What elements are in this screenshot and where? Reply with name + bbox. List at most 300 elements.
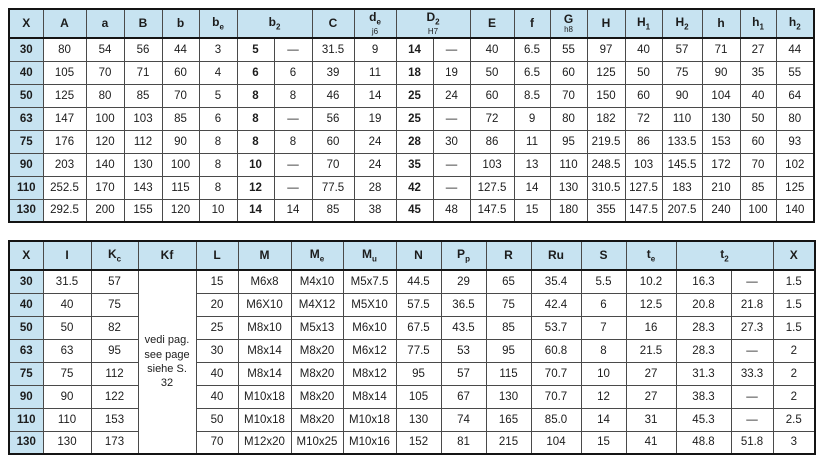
cell: 33.3 [731, 362, 773, 385]
row-header: 50 [9, 316, 43, 339]
cell: 31.3 [676, 362, 731, 385]
cell: 63 [43, 339, 91, 362]
tolerance-note: h8 [564, 25, 573, 35]
tolerance-note: j6 [371, 26, 379, 36]
cell: 120 [86, 130, 124, 153]
column-header-s: S [581, 241, 626, 270]
cell: 14 [237, 199, 274, 222]
row-header: 110 [9, 408, 43, 431]
column-header-i: I [43, 241, 91, 270]
cell: 60 [312, 130, 354, 153]
cell: 115 [162, 176, 199, 199]
cell: 102 [776, 153, 814, 176]
cell: 130 [486, 385, 531, 408]
cell: — [731, 408, 773, 431]
cell: 30 [433, 130, 470, 153]
cell: 27 [626, 385, 676, 408]
cell: 28.3 [676, 316, 731, 339]
cell: 41 [626, 431, 676, 454]
header-row [9, 241, 815, 270]
cell: 39 [312, 61, 354, 84]
cell: — [731, 270, 773, 293]
cell: 3 [199, 38, 237, 61]
cell: M8x12 [343, 362, 396, 385]
cell: 2.5 [773, 408, 815, 431]
data-row-75 [9, 362, 815, 385]
header-row [9, 9, 814, 38]
cell: 165 [486, 408, 531, 431]
cell: 35.4 [531, 270, 581, 293]
column-header-de: $d_e$ j6 [354, 9, 396, 38]
cell: 3 [773, 431, 815, 454]
row-header: 50 [9, 84, 43, 107]
column-header-x: X [9, 9, 43, 38]
cell: 25 [196, 316, 238, 339]
cell: 75 [43, 362, 91, 385]
cell: 90 [162, 130, 199, 153]
cell: 30 [196, 339, 238, 362]
cell: 51.8 [731, 431, 773, 454]
cell: 103 [470, 153, 514, 176]
cell: 40 [470, 38, 514, 61]
cell: 310.5 [587, 176, 625, 199]
cell: 72 [470, 107, 514, 130]
cell: 140 [86, 153, 124, 176]
row-header: 110 [9, 176, 43, 199]
cell: 45.3 [676, 408, 731, 431]
cell: 31 [626, 408, 676, 431]
cell: 252.5 [43, 176, 86, 199]
cell: 173 [91, 431, 138, 454]
cell: 65 [486, 270, 531, 293]
cell: 27.3 [731, 316, 773, 339]
cell: 95 [396, 362, 441, 385]
cell: 215 [486, 431, 531, 454]
cell: 24 [433, 84, 470, 107]
row-header: 30 [9, 38, 43, 61]
cell: 240 [702, 199, 740, 222]
cell: 31.5 [312, 38, 354, 61]
cell: 60 [740, 130, 776, 153]
column-header-n: N [396, 241, 441, 270]
cell: 24 [354, 130, 396, 153]
cell: 48 [433, 199, 470, 222]
cell: M10x18 [238, 408, 291, 431]
data-row-75 [9, 130, 814, 153]
cell: 40 [43, 293, 91, 316]
cell: 11 [354, 61, 396, 84]
cell: M8x20 [291, 339, 343, 362]
cell: 355 [587, 199, 625, 222]
cell: M10x18 [343, 408, 396, 431]
cell: 248.5 [587, 153, 625, 176]
cell: 70.7 [531, 362, 581, 385]
cell: 19 [433, 61, 470, 84]
cell: 44 [776, 38, 814, 61]
column-header-b: b [162, 9, 199, 38]
cell: 130 [124, 153, 162, 176]
data-row-50 [9, 316, 815, 339]
cell: — [731, 339, 773, 362]
column-header-mu: $M_u$ [343, 241, 396, 270]
cell: 70 [86, 61, 124, 84]
cell: 48.8 [676, 431, 731, 454]
cell: 125 [776, 176, 814, 199]
cell: 82 [91, 316, 138, 339]
cell: 14 [354, 84, 396, 107]
cell: 15 [196, 270, 238, 293]
cell: 60 [162, 61, 199, 84]
column-header-me: $M_e$ [291, 241, 343, 270]
cell: M8x20 [291, 362, 343, 385]
cell: — [274, 176, 312, 199]
cell: 8 [274, 130, 312, 153]
cell: 10 [581, 362, 626, 385]
cell: 5.5 [581, 270, 626, 293]
data-row-40 [9, 293, 815, 316]
cell: 13 [514, 153, 550, 176]
cell: 97 [587, 38, 625, 61]
cell: 43.5 [441, 316, 486, 339]
cell: 4 [199, 61, 237, 84]
dimensions-table-top [8, 8, 815, 223]
cell: 110 [43, 408, 91, 431]
cell: 18 [396, 61, 433, 84]
cell: 70 [550, 84, 587, 107]
cell: 1.5 [773, 293, 815, 316]
cell: M8x14 [343, 385, 396, 408]
column-header-b2: $b_2$ [237, 9, 312, 38]
cell: 21.8 [731, 293, 773, 316]
cell: M10x25 [291, 431, 343, 454]
cell: 24 [354, 153, 396, 176]
cell: M8x14 [238, 339, 291, 362]
cell: 127.5 [625, 176, 662, 199]
cell: 120 [162, 199, 199, 222]
cell: 183 [662, 176, 702, 199]
dimensions-table-bottom [8, 240, 816, 455]
column-header-b: B [124, 9, 162, 38]
cell: M6x12 [343, 339, 396, 362]
cell: 70 [196, 431, 238, 454]
cell: 12 [237, 176, 274, 199]
row-header: 63 [9, 107, 43, 130]
cell: — [433, 107, 470, 130]
cell: 153 [702, 130, 740, 153]
cell: 12 [581, 385, 626, 408]
cell: 207.5 [662, 199, 702, 222]
column-header-h: H [587, 9, 625, 38]
cell: — [274, 107, 312, 130]
cell: 110 [550, 153, 587, 176]
cell: 9 [354, 38, 396, 61]
cell: 180 [550, 199, 587, 222]
data-row-40 [9, 61, 814, 84]
cell: 60 [625, 84, 662, 107]
cell: M5x7.5 [343, 270, 396, 293]
cell: 75 [486, 293, 531, 316]
cell: 54 [86, 38, 124, 61]
cell: 40 [196, 362, 238, 385]
column-header-h2: $H_2$ [662, 9, 702, 38]
column-header-x: X [9, 241, 43, 270]
cell: 10.2 [626, 270, 676, 293]
column-header-g: G h8 [550, 9, 587, 38]
cell: 155 [124, 199, 162, 222]
data-row-30 [9, 270, 815, 293]
column-header-c: C [312, 9, 354, 38]
cell: 38.3 [676, 385, 731, 408]
cell: 85 [740, 176, 776, 199]
column-header-m: M [238, 241, 291, 270]
cell: 85.0 [531, 408, 581, 431]
cell: 6 [237, 61, 274, 84]
cell: 27 [740, 38, 776, 61]
cell: 86 [470, 130, 514, 153]
cell: M6x8 [238, 270, 291, 293]
cell: 143 [124, 176, 162, 199]
cell: 50 [625, 61, 662, 84]
cell: 45 [396, 199, 433, 222]
cell: M10x18 [238, 385, 291, 408]
cell: 125 [43, 84, 86, 107]
cell: 71 [124, 61, 162, 84]
column-header-pp: $P_p$ [441, 241, 486, 270]
column-header-ru: Ru [531, 241, 581, 270]
cell: 28 [354, 176, 396, 199]
table-top-body [9, 38, 814, 222]
column-header-h1: $H_1$ [625, 9, 662, 38]
column-header-be: $b_e$ [199, 9, 237, 38]
cell: M4X12 [291, 293, 343, 316]
cell: 71 [702, 38, 740, 61]
cell: 172 [702, 153, 740, 176]
table-bottom-body [9, 270, 815, 454]
cell: 60 [550, 61, 587, 84]
cell: 57 [91, 270, 138, 293]
cell: 35 [396, 153, 433, 176]
cell: 50 [470, 61, 514, 84]
cell: 40 [196, 385, 238, 408]
cell: 28 [396, 130, 433, 153]
cell: — [731, 385, 773, 408]
cell: 176 [43, 130, 86, 153]
column-header-l: L [196, 241, 238, 270]
cell: 8 [199, 153, 237, 176]
cell: 86 [625, 130, 662, 153]
cell: 6.5 [514, 61, 550, 84]
column-header-d2: $D_2$ H7 [396, 9, 470, 38]
cell: 125 [587, 61, 625, 84]
row-header: 130 [9, 199, 43, 222]
cell: 44.5 [396, 270, 441, 293]
cell: 53 [441, 339, 486, 362]
cell: 80 [86, 84, 124, 107]
cell: 85 [312, 199, 354, 222]
data-row-50 [9, 84, 814, 107]
cell: M8x10 [238, 316, 291, 339]
cell: 219.5 [587, 130, 625, 153]
cell: 70 [740, 153, 776, 176]
data-row-130 [9, 199, 814, 222]
column-header-t2: $t_2$ [676, 241, 773, 270]
cell: 70 [162, 84, 199, 107]
cell: 1.5 [773, 270, 815, 293]
cell: 67 [441, 385, 486, 408]
cell: 64 [776, 84, 814, 107]
cell: 95 [550, 130, 587, 153]
cell: 28.3 [676, 339, 731, 362]
cell: 8 [199, 130, 237, 153]
column-header-te: $t_e$ [626, 241, 676, 270]
cell: 10 [237, 153, 274, 176]
cell: 8 [199, 176, 237, 199]
column-header-e: E [470, 9, 514, 38]
cell: 100 [162, 153, 199, 176]
cell: 100 [740, 199, 776, 222]
cell: 153 [91, 408, 138, 431]
cell: 11 [514, 130, 550, 153]
cell: 35 [740, 61, 776, 84]
cell: 112 [124, 130, 162, 153]
cell: 8 [237, 84, 274, 107]
cell: 150 [587, 84, 625, 107]
cell: 8 [237, 107, 274, 130]
cell: 40 [740, 84, 776, 107]
cell: — [274, 153, 312, 176]
cell: 100 [86, 107, 124, 130]
cell: 103 [625, 153, 662, 176]
cell: 75 [662, 61, 702, 84]
cell: 80 [776, 107, 814, 130]
cell: 44 [162, 38, 199, 61]
cell: 60 [470, 84, 514, 107]
cell: 90 [43, 385, 91, 408]
cell: 72 [625, 107, 662, 130]
cell: 210 [702, 176, 740, 199]
cell: 31.5 [43, 270, 91, 293]
row-header: 130 [9, 431, 43, 454]
cell: M6X10 [238, 293, 291, 316]
cell: M10x16 [343, 431, 396, 454]
cell: 42.4 [531, 293, 581, 316]
cell: 122 [91, 385, 138, 408]
cell: 10 [199, 199, 237, 222]
cell: 14 [274, 199, 312, 222]
cell: 29 [441, 270, 486, 293]
data-row-30 [9, 38, 814, 61]
cell: 147 [43, 107, 86, 130]
cell: 133.5 [662, 130, 702, 153]
data-row-63 [9, 339, 815, 362]
data-row-63 [9, 107, 814, 130]
cell: 110 [662, 107, 702, 130]
row-header: 63 [9, 339, 43, 362]
cell: 50 [740, 107, 776, 130]
column-header-h: h [702, 9, 740, 38]
cell: 70.7 [531, 385, 581, 408]
cell: 8 [274, 84, 312, 107]
cell: 55 [776, 61, 814, 84]
cell: 95 [486, 339, 531, 362]
cell: 115 [486, 362, 531, 385]
cell: 7 [581, 316, 626, 339]
cell: 182 [587, 107, 625, 130]
cell: 60.8 [531, 339, 581, 362]
cell: 8.5 [514, 84, 550, 107]
data-row-110 [9, 408, 815, 431]
cell: 147.5 [625, 199, 662, 222]
cell: M6x10 [343, 316, 396, 339]
tolerance-note: H7 [427, 26, 439, 36]
cell: 80 [43, 38, 86, 61]
cell: 105 [396, 385, 441, 408]
cell: 21.5 [626, 339, 676, 362]
cell: 74 [441, 408, 486, 431]
cell: M8x20 [291, 408, 343, 431]
cell: 130 [43, 431, 91, 454]
data-row-110 [9, 176, 814, 199]
data-row-90 [9, 153, 814, 176]
column-header-f: f [514, 9, 550, 38]
column-header-kf: Kf [138, 241, 196, 270]
cell: 75 [91, 293, 138, 316]
cell: 57.5 [396, 293, 441, 316]
cell: 145.5 [662, 153, 702, 176]
cell: 36.5 [441, 293, 486, 316]
cell: 27 [626, 362, 676, 385]
cell: 95 [91, 339, 138, 362]
column-header-h2: $h_2$ [776, 9, 814, 38]
cell: 130 [550, 176, 587, 199]
cell: 147.5 [470, 199, 514, 222]
cell: 104 [702, 84, 740, 107]
cell: 203 [43, 153, 86, 176]
cell: 50 [43, 316, 91, 339]
cell: 103 [124, 107, 162, 130]
row-header: 40 [9, 293, 43, 316]
cell: 56 [124, 38, 162, 61]
cell: 127.5 [470, 176, 514, 199]
cell: 53.7 [531, 316, 581, 339]
cell: 56 [312, 107, 354, 130]
cell: 292.5 [43, 199, 86, 222]
column-header-a: A [43, 9, 86, 38]
cell: 85 [162, 107, 199, 130]
cell: 112 [91, 362, 138, 385]
column-header-h1: $h_1$ [740, 9, 776, 38]
cell: 90 [702, 61, 740, 84]
cell: 2 [773, 362, 815, 385]
cell: 46 [312, 84, 354, 107]
cell: 8 [581, 339, 626, 362]
cell: 130 [702, 107, 740, 130]
cell: 77.5 [312, 176, 354, 199]
cell: M8x14 [238, 362, 291, 385]
cell: M8x20 [291, 385, 343, 408]
row-header: 75 [9, 362, 43, 385]
cell: — [274, 38, 312, 61]
cell: — [433, 176, 470, 199]
cell: 40 [625, 38, 662, 61]
cell: 16.3 [676, 270, 731, 293]
cell: 67.5 [396, 316, 441, 339]
cell: M5X10 [343, 293, 396, 316]
cell: 55 [550, 38, 587, 61]
row-header: 90 [9, 153, 43, 176]
cell: 70 [312, 153, 354, 176]
cell: 93 [776, 130, 814, 153]
